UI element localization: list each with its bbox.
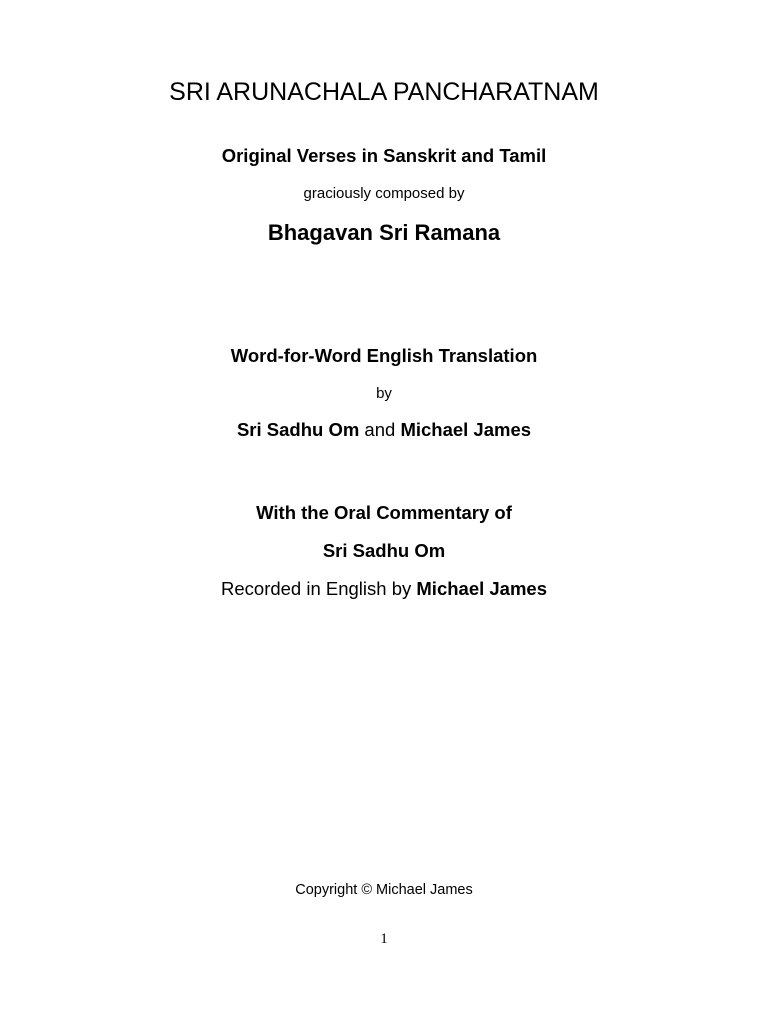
- translator-1-name: Sri Sadhu Om: [236, 419, 360, 440]
- translator-2-name: Michael James: [400, 419, 532, 440]
- translators-line: [0, 421, 768, 440]
- recorded-by-line: [0, 580, 768, 599]
- copyright-notice: Copyright © Michael James: [295, 882, 473, 898]
- commentator-name: Sri Sadhu Om: [322, 540, 446, 561]
- commentary-heading: With the Oral Commentary of: [256, 502, 512, 523]
- document-title: SRI ARUNACHALA PANCHARATNAM: [169, 78, 599, 106]
- author-name: Bhagavan Sri Ramana: [267, 220, 501, 245]
- translation-heading: Word-for-Word English Translation: [230, 345, 538, 366]
- recorded-by-prefix: Recorded in English by: [221, 578, 417, 599]
- recorder-name: Michael James: [416, 578, 547, 599]
- translation-by-text: by: [376, 385, 392, 402]
- page-number: 1: [380, 931, 388, 947]
- document-subtitle: Original Verses in Sanskrit and Tamil: [221, 145, 547, 166]
- translators-conjunction: and: [359, 419, 401, 440]
- composed-by-text: graciously composed by: [303, 185, 465, 202]
